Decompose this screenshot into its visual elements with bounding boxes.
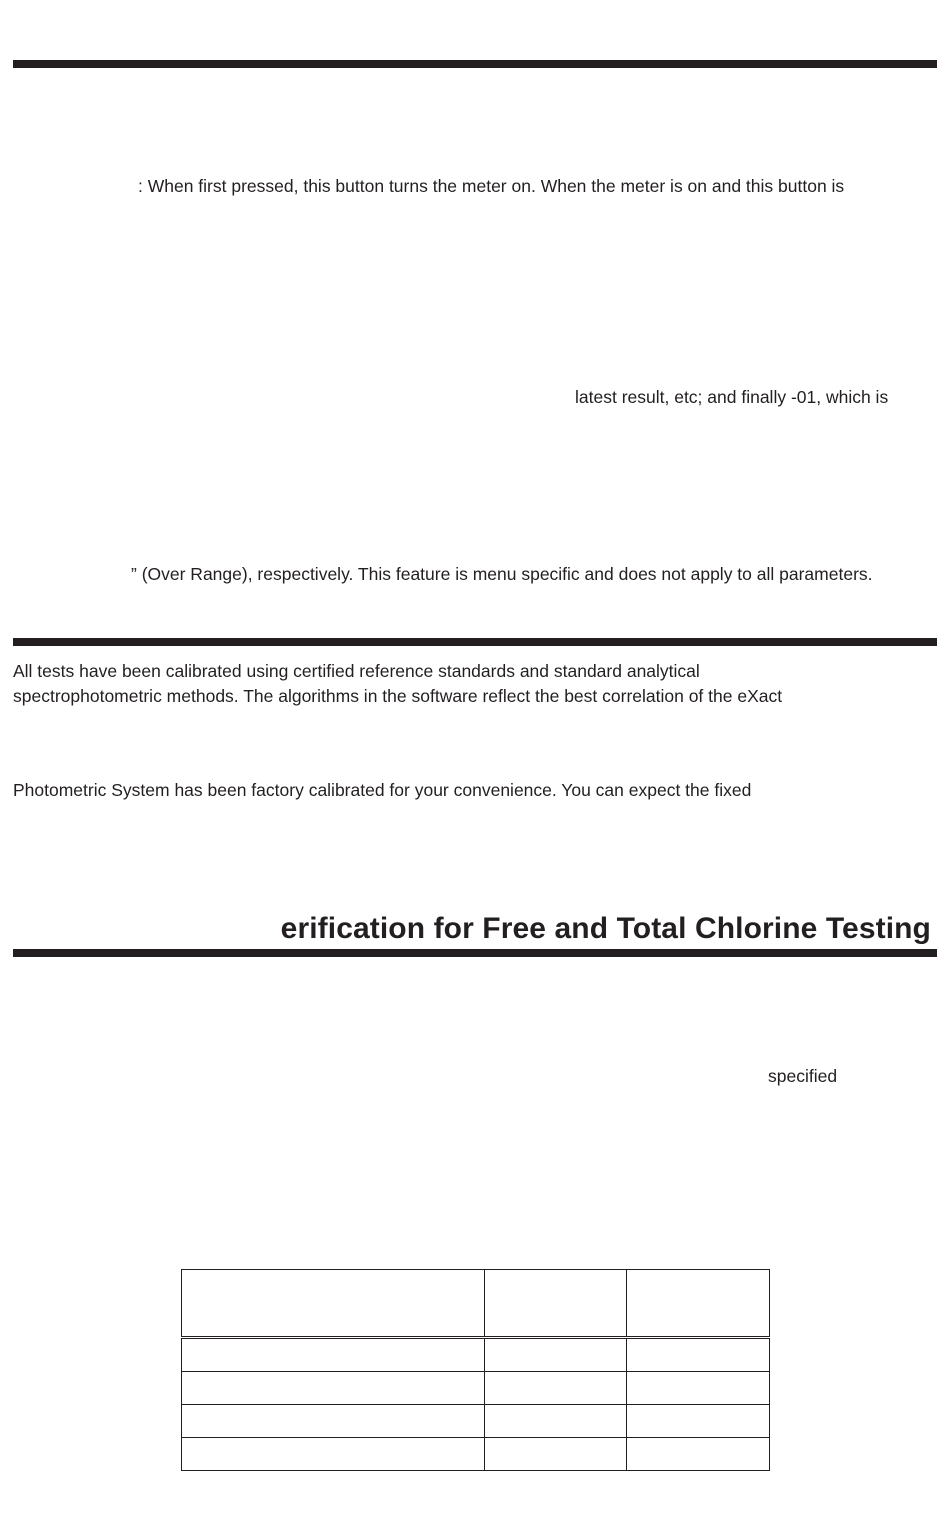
recall-description: latest result, etc; and finally -01, which is [575,387,889,407]
power-button-description: : When first pressed, this button turns the meter on. When the meter is on and this button is [138,176,845,196]
section-divider-top [13,60,937,68]
specified-text: specified [768,1066,838,1086]
section-divider-verification [13,949,937,957]
table-cell [627,1372,770,1405]
table-row [182,1405,770,1438]
table-cell [627,1438,770,1471]
table-row [182,1372,770,1405]
section-divider-calibration [13,638,937,646]
table-header-cell [182,1270,485,1338]
calibration-paragraph-line-2: spectrophotometric methods. The algorithms in the software reflect the best correlation of the eXact [13,686,783,706]
reference-standards-table [181,1269,770,1471]
table-row [182,1338,770,1372]
table-cell [627,1338,770,1372]
table-cell [485,1438,627,1471]
calibration-paragraph-line-3: Photometric System has been factory calibrated for your convenience. You can expect the fixed [13,780,752,800]
over-range-description: ” (Over Range), respectively. This feature is menu specific and does not apply to all parameters. [131,564,873,584]
table-row [182,1438,770,1471]
table-header-cell [627,1270,770,1338]
table-cell [182,1438,485,1471]
table-cell [485,1405,627,1438]
calibration-paragraph-line-1: All tests have been calibrated using certified reference standards and standard analytical [13,661,700,681]
table-cell [182,1372,485,1405]
table-cell [182,1338,485,1372]
table-cell [485,1372,627,1405]
table-cell [627,1405,770,1438]
table-cell [485,1338,627,1372]
table-header-row [182,1270,770,1338]
table-header-cell [485,1270,627,1338]
verification-heading: erification for Free and Total Chlorine Testing [280,912,931,945]
table-cell [182,1405,485,1438]
